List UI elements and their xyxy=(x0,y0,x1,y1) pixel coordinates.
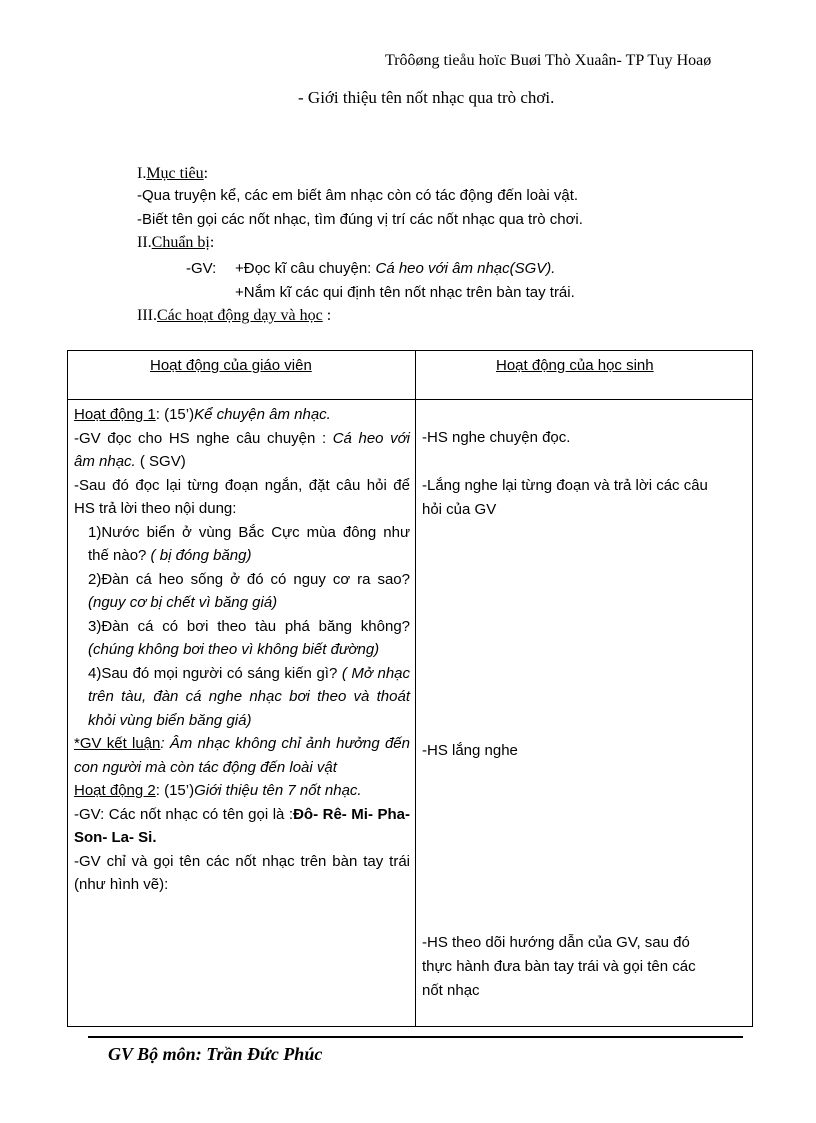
footer-rule xyxy=(88,1036,743,1038)
prep-item-1-text: +Đọc kĩ câu chuyện: xyxy=(235,260,376,277)
teacher-step xyxy=(74,427,410,474)
student-response-cont: thực hành đưa bàn tay trái và gọi tên các xyxy=(422,958,696,975)
conclusion-text: : Âm nhạc không chỉ ảnh hưởng đến con người mà còn tác động đến loài vật xyxy=(74,735,410,776)
section-3-prefix: III. xyxy=(137,307,157,324)
section-1-title: Mục tiêu xyxy=(146,165,204,182)
section-1-suffix: : xyxy=(203,165,209,182)
section-3-title: Các hoạt động dạy và học xyxy=(156,307,323,324)
question-text: 2)Đàn cá heo sống ở đó có nguy cơ ra sao? xyxy=(88,570,410,588)
section-3-heading xyxy=(137,307,331,325)
gv-label: -GV: xyxy=(186,260,217,277)
teacher-step-text: -GV đọc cho HS nghe câu chuyện : xyxy=(74,429,333,447)
activity-2-time: : (15’) xyxy=(155,782,195,799)
student-response: -HS theo dõi hướng dẫn của GV, sau đó xyxy=(422,934,690,951)
activity-2-label: Hoạt động 2 xyxy=(74,782,156,799)
note-names: Đô- Rê- Mi- Pha- Son- La- Si. xyxy=(74,805,410,846)
section-3-suffix: : xyxy=(322,307,332,324)
question-3 xyxy=(74,615,410,662)
question-answer: (nguy cơ bị chết vì băng giá) xyxy=(88,594,278,611)
activity-2-title: Giới thiệu tên 7 nốt nhạc. xyxy=(194,782,362,799)
student-response: -Lắng nghe lại từng đoạn và trả lời các câu xyxy=(422,477,708,494)
activity-1-label: Hoạt động 1 xyxy=(74,406,156,423)
question-answer: ( Mở nhạc trên tàu, đàn cá nghe nhạc bơi theo và thoát khỏi vùng biển băng giá) xyxy=(88,664,410,729)
question-2 xyxy=(74,568,410,615)
section-1-heading xyxy=(137,165,208,183)
section-2-title: Chuẩn bị xyxy=(151,234,210,251)
prep-item-1-story: Cá heo với âm nhạc(SGV). xyxy=(375,260,556,277)
question-4 xyxy=(74,662,410,733)
column-divider xyxy=(415,351,416,1026)
student-response: -HS nghe chuyện đọc. xyxy=(422,429,571,446)
question-1 xyxy=(74,521,410,568)
student-column-header: Hoạt động của học sinh xyxy=(496,357,654,374)
student-response-cont: nốt nhạc xyxy=(422,982,480,999)
prep-item-1 xyxy=(235,260,555,277)
teacher-signature: GV Bộ môn: Trần Đức Phúc xyxy=(108,1044,323,1064)
question-text: 4)Sau đó mọi người có sáng kiến gì? xyxy=(88,664,338,682)
question-answer: ( bị đóng băng) xyxy=(146,547,252,564)
activity-1-heading xyxy=(74,403,410,427)
prep-item-2: +Nắm kĩ các qui định tên nốt nhạc trên bàn tay trái. xyxy=(235,284,575,301)
section-1-item: -Biết tên gọi các nốt nhạc, tìm đúng vị trí các nốt nhạc qua trò chơi. xyxy=(137,211,583,228)
teacher-activities-cell xyxy=(74,403,410,897)
teacher-step-source: ( SGV) xyxy=(135,453,186,470)
student-response: -HS lắng nghe xyxy=(422,742,518,759)
lesson-subtitle: - Giới thiệu tên nốt nhạc qua trò chơi. xyxy=(298,88,555,107)
section-2-suffix: : xyxy=(209,234,215,251)
question-text: 1)Nước biển ở vùng Bắc Cực mùa đông như thế nào? xyxy=(88,523,410,564)
activity-1-time: : (15’) xyxy=(155,406,195,423)
section-2-heading xyxy=(137,234,214,252)
activity-1-title: Kể chuyện âm nhạc. xyxy=(194,406,331,423)
teacher-step: -GV chỉ và gọi tên các nốt nhạc trên bàn tay trái (như hình vẽ): xyxy=(74,852,410,893)
conclusion-label: *GV kết luận xyxy=(74,735,161,752)
activity-2-heading xyxy=(74,779,410,803)
school-header: Trôôøng tieåu hoïc Buøi Thò Xuaân- TP Tuy Hoaø xyxy=(385,52,712,69)
student-response-cont: hỏi của GV xyxy=(422,501,497,518)
header-divider xyxy=(68,399,752,400)
teacher-step: -Sau đó đọc lại từng đoạn ngắn, đặt câu hỏi để HS trả lời theo nội dung: xyxy=(74,476,410,517)
section-1-item: -Qua truyện kể, các em biết âm nhạc còn có tác động đến loài vật. xyxy=(137,187,579,204)
teacher-step xyxy=(74,803,410,850)
teacher-column-header: Hoạt động của giáo viên xyxy=(150,357,312,374)
question-answer: (chúng không bơi theo vì không biết đường) xyxy=(88,641,380,658)
teacher-conclusion xyxy=(74,732,410,779)
story-title: Cá heo với âm nhạc. xyxy=(74,429,411,470)
section-2-prefix: II. xyxy=(137,234,152,251)
activities-table xyxy=(67,350,753,1027)
question-text: 3)Đàn cá có bơi theo tàu phá băng không? xyxy=(88,617,410,635)
teacher-step-text: -GV: Các nốt nhạc có tên gọi là : xyxy=(74,805,294,823)
section-1-prefix: I. xyxy=(137,165,147,182)
